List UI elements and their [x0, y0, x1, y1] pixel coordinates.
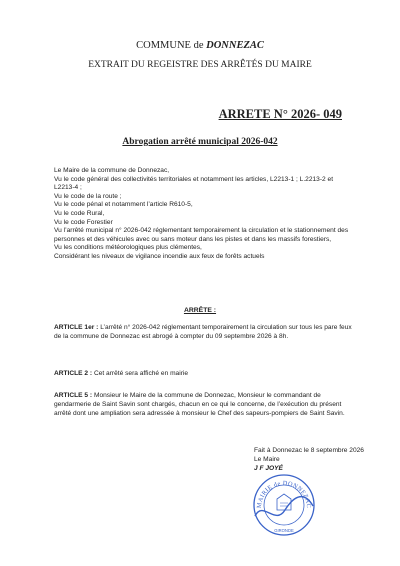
object-title: Abrogation arrêté municipal 2026-042 [122, 137, 278, 147]
commune-header [0, 40, 400, 51]
article-text: Monsieur le Maire de la commune de Donnezac, Monsieur le commandant de gendarmerie de Saint Savin sont chargés, chacun en ce qui le concerne, de l’exécution du présent arrêté dont une ampliation sera adressée à monsieur le Chef des sapeurs-pompiers de Saint Savin. [54, 392, 345, 417]
signer-name: J F JOYÉ [254, 465, 283, 472]
article-label: ARTICLE 5 : [54, 392, 93, 399]
stamp-bottom-text: GIRONDE [274, 528, 294, 533]
article-label: ARTICLE 1er : [54, 324, 99, 331]
visa-line: Vu le code général des collectivités territoriales et notamment les articles, L2213-1 ; L.2213-2 et L2213-4 ; [54, 175, 334, 192]
visas-block [54, 167, 354, 262]
mairie-stamp [249, 470, 319, 540]
visa-line: Le Maire de la commune de Donnezac, [54, 167, 170, 174]
arrete-heading: ARRÊTE : [183, 307, 217, 314]
visa-line: Vu le code Forestier [54, 218, 113, 226]
visa-line: Vu le code de la route ; [54, 192, 122, 200]
article-label: ARTICLE 2 : [54, 370, 93, 377]
visa-line: Vu l’arrêté municipal n° 2026-042 réglementant temporairement la circulation et le stationnement des personnes et des véhicules avec ou sans moteur dans les pistes et dans les massifs forestiers, [54, 227, 349, 243]
register-extract-title: EXTRAIT DU REGEISTRE DES ARRÊTÉS DU MAIRE [88, 60, 312, 70]
article-1 [54, 323, 354, 341]
commune-name: DONNEZAC [206, 40, 264, 51]
article-5 [54, 391, 354, 418]
place-date: Fait à Donnezac le 8 septembre 2026 [254, 447, 364, 454]
stamp-emblem-icon [277, 494, 291, 510]
visa-line: Considérant les niveaux de vigilance incendie aux feux de forêts actuels [54, 252, 265, 260]
visa-line: Vu le code pénal et notamment l’article R610-5, [54, 201, 193, 209]
visa-line: Vu le code Rural, [54, 209, 105, 217]
article-2 [54, 369, 354, 378]
arrete-number: ARRETE N° 2026- 049 [218, 107, 342, 121]
article-text: Cet arrêté sera affiché en mairie [93, 370, 189, 377]
stamp-arc-text: MAIRIE de DONNEZAC [255, 479, 313, 509]
commune-prefix: COMMUNE de [136, 40, 204, 51]
signature-block [254, 446, 364, 473]
article-text: L’arrêté n° 2026-042 réglementant temporairement la circulation sur tous les pare feux de la commune de Donnezac est abrogé à compter du 09 septembre 2026 à 8h. [54, 324, 352, 340]
visa-line: Vu les conditions météorologiques plus clémentes, [54, 244, 202, 252]
signer-role: Le Maire [254, 456, 280, 463]
